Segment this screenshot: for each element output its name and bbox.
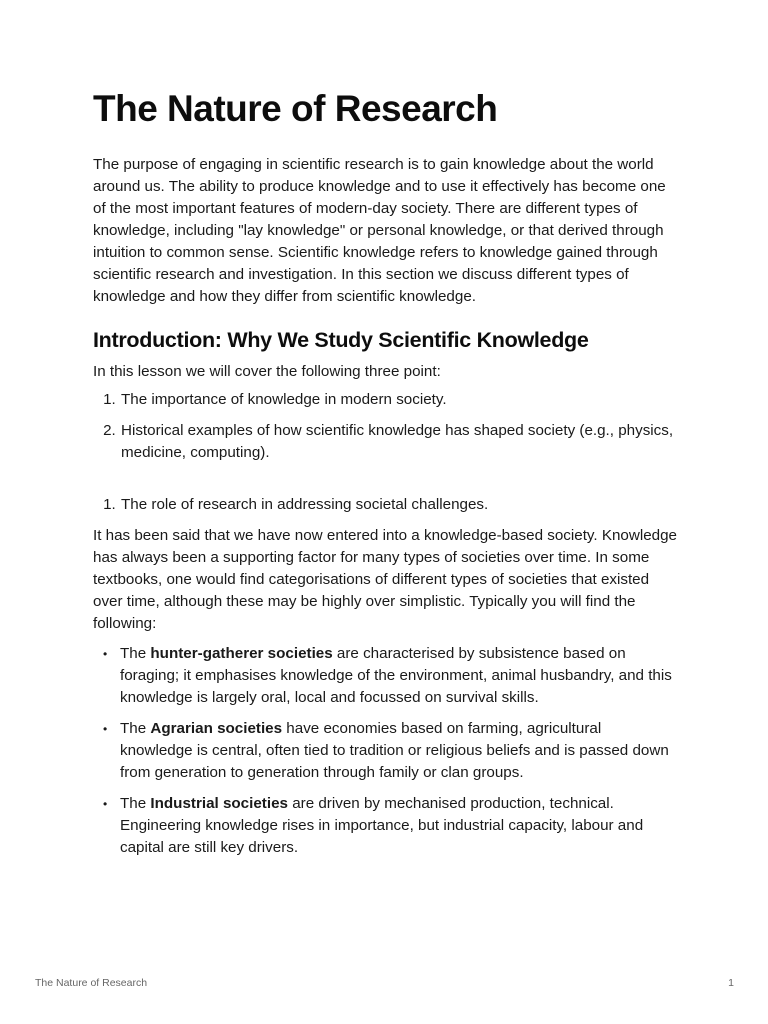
list-item-term: Agrarian societies: [150, 720, 283, 737]
list-item-prefix: The: [120, 795, 151, 812]
list-item-text: are characterised by subsistence based on foraging; it emphasises knowledge of the environment, animal husbandry, and this knowledge is largely oral, local and focussed on survival skills.: [120, 645, 672, 706]
bullet-icon: •: [103, 647, 108, 661]
list-item-text: The importance of knowledge in modern society.: [121, 391, 447, 408]
list-item: [103, 793, 677, 859]
list-item-text: have economies based on farming, agricultural knowledge is central, often tied to tradition or religious beliefs and is passed down from generation to generation through family or clan groups.: [120, 720, 669, 781]
list-item-text: are driven by mechanised production, technical. Engineering knowledge rises in importance, but industrial capacity, labour and capital are still key drivers.: [120, 795, 644, 856]
list-item-term: Industrial societies: [150, 795, 288, 812]
list-item-prefix: The: [120, 720, 151, 737]
list-item-text: The role of research in addressing societal challenges.: [121, 496, 489, 513]
page-title: The Nature of Research: [93, 88, 498, 129]
list-item: [103, 643, 677, 709]
list-item-prefix: The: [120, 645, 151, 662]
intro-paragraph: The purpose of engaging in scientific research is to gain knowledge about the world around us. The ability to produce knowledge and to use it effectively has become one of the most important features of modern-day society. There are different types of knowledge, including "lay knowledge" or personal knowledge, or that derived through intuition to common sense. Scientific knowledge refers to knowledge gained through scientific research and investigation. In this section we discuss different types of knowledge and how they differ from scientific knowledge.: [93, 156, 666, 305]
lesson-points-list-continued: [93, 494, 677, 516]
list-item: [120, 420, 677, 464]
list-item: [120, 389, 677, 411]
lesson-points-list: [93, 389, 677, 464]
lesson-intro: In this lesson we will cover the following three point:: [93, 363, 441, 380]
bullet-icon: •: [103, 722, 108, 736]
list-item-term: hunter-gatherer societies: [150, 645, 333, 662]
list-item: [120, 494, 677, 516]
bullet-icon: •: [103, 797, 108, 811]
list-item: [103, 718, 677, 784]
document-page: [93, 86, 677, 868]
footer-running-title: The Nature of Research: [35, 977, 148, 989]
knowledge-paragraph: It has been said that we have now entered into a knowledge-based society. Knowledge has always been a supporting factor for many types of societies over time. In some textbooks, one would find categorisations of different types of societies that existed over time, although these may be highly over simplistic. Typically you will find the following:: [93, 527, 677, 632]
footer-page-number: 1: [728, 977, 734, 989]
section-heading: Introduction: Why We Study Scientific Knowledge: [93, 328, 589, 352]
list-item-text: Historical examples of how scientific knowledge has shaped society (e.g., physics, medicine, computing).: [121, 422, 674, 461]
societies-list: [93, 643, 677, 859]
